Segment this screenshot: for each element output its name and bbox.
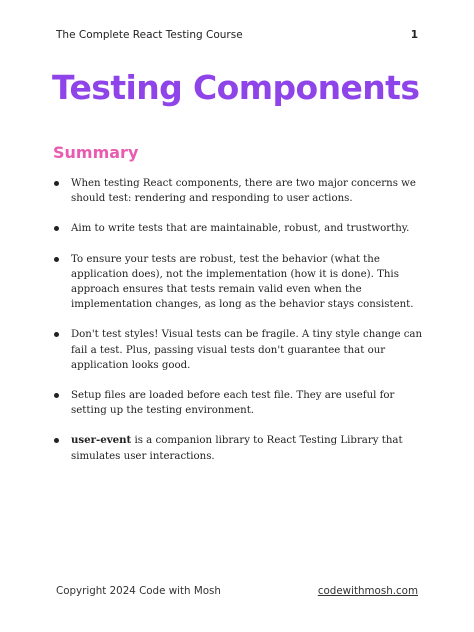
list-item — [54, 388, 426, 418]
list-item — [54, 433, 426, 463]
website-link[interactable]: codewithmosh.com — [317, 585, 418, 597]
list-item-text: When testing React components, there are two major concerns we should test: rendering and responding to user actions. — [71, 178, 416, 205]
copyright-text: Copyright 2024 Code with Mosh — [56, 585, 221, 597]
bullet-icon — [54, 226, 59, 231]
bullet-icon — [54, 181, 59, 186]
list-item — [54, 176, 426, 206]
section-title: Summary — [53, 143, 139, 162]
list-item — [54, 252, 426, 313]
page-header — [56, 27, 418, 43]
list-item-text: Aim to write tests that are maintainable, robust, and trustworthy. — [71, 223, 410, 235]
page-footer — [56, 583, 418, 599]
bullet-icon — [54, 332, 59, 337]
list-item-text — [71, 433, 426, 463]
list-item-rest: is a companion library to React Testing Library that simulates user interactions. — [71, 435, 403, 462]
list-item-text: Don't test styles! Visual tests can be fragile. A tiny style change can fail a test. Plus, passing visual tests don't guarantee that our application looks good. — [71, 329, 423, 371]
page-number: 1 — [410, 29, 418, 41]
bullet-icon — [54, 438, 59, 443]
page-title: Testing Components — [52, 68, 420, 107]
list-item-text: Setup files are loaded before each test file. They are useful for setting up the testing environment. — [71, 390, 395, 417]
bullet-icon — [54, 257, 59, 262]
summary-list — [54, 176, 426, 479]
course-title: The Complete React Testing Course — [56, 29, 243, 41]
user-event-term: user-event — [71, 434, 132, 447]
list-item-text: To ensure your tests are robust, test the behavior (what the application does), not the implementation (how it is done). This approach ensures that tests remain valid even when the implementation changes, as long as the behavior stays consistent. — [71, 253, 414, 311]
bullet-icon — [54, 393, 59, 398]
list-item — [54, 327, 426, 373]
list-item — [54, 221, 426, 236]
